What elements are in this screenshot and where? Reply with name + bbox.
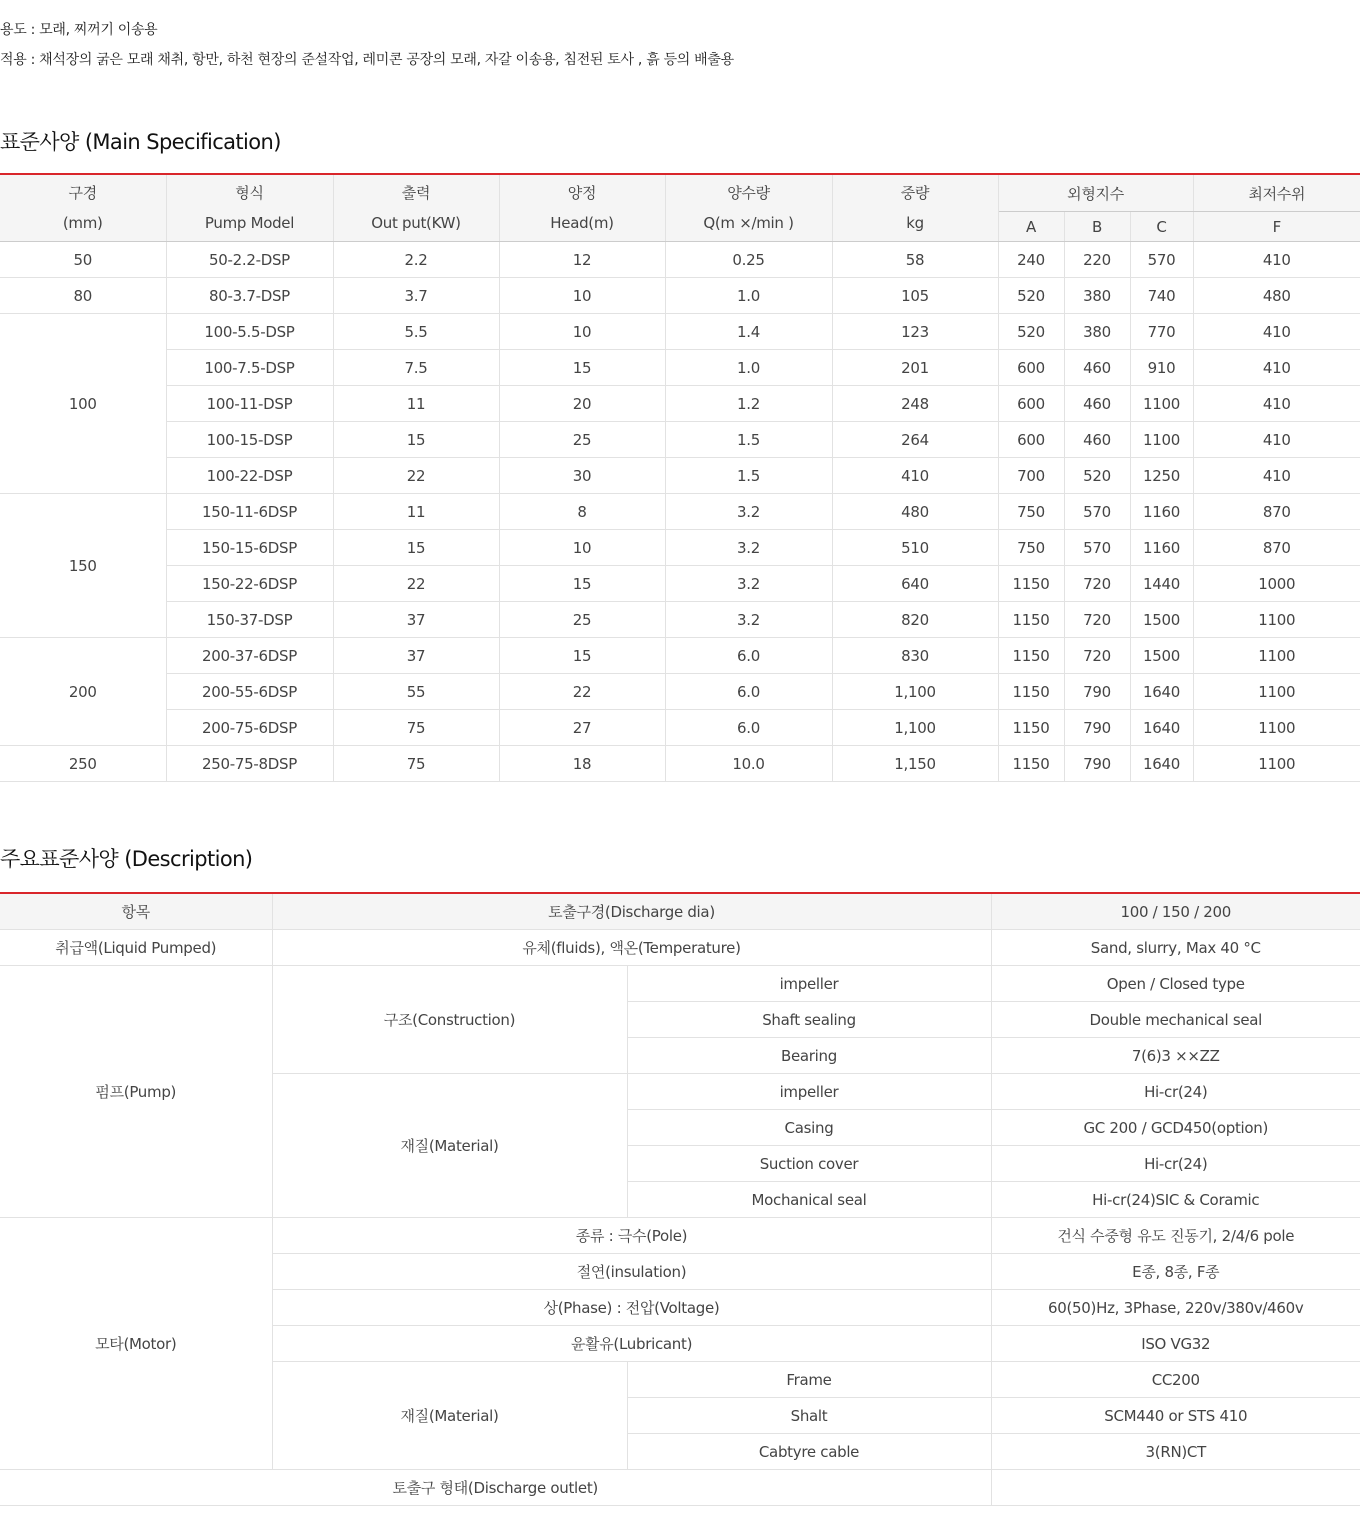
cell-model: 150-37-DSP [166,602,333,638]
table-row [0,350,1360,386]
motor-property: 절연(insulation) [272,1254,991,1290]
table-row [0,746,1360,782]
cell-flow: 3.2 [665,566,832,602]
motor-label: 모타(Motor) [0,1218,272,1470]
cell-output: 22 [333,458,499,494]
cell-model: 100-7.5-DSP [166,350,333,386]
cell-head: 12 [499,242,665,278]
cell-dim-b: 720 [1064,566,1130,602]
pump-material-value: Hi-cr(24) [991,1146,1360,1182]
table-row [0,422,1360,458]
cell-flow: 1.5 [665,458,832,494]
cell-flow: 3.2 [665,602,832,638]
application-text: 적용 : 채석장의 굵은 모래 채취, 항만, 하천 현장의 준설작업, 레미콘 공장의 모래, 자갈 이송용, 침전된 토사 , 흙 등의 배출용 [0,52,734,68]
cell-dim-a: 1150 [998,746,1064,782]
construction-item: Bearing [627,1038,991,1074]
table-row [0,710,1360,746]
cell-output: 7.5 [333,350,499,386]
header-model: 형식 Pump Model [166,174,333,242]
cell-head: 27 [499,710,665,746]
desc-header-item: 항목 [0,893,272,930]
table-row [0,530,1360,566]
motor-value: E종, 8종, F종 [991,1254,1360,1290]
cell-flow: 1.0 [665,350,832,386]
cell-dim-f: 1100 [1193,746,1360,782]
cell-dim-f: 1100 [1193,710,1360,746]
table-row [0,674,1360,710]
cell-dim-c: 1100 [1130,422,1193,458]
header-bore: 구경 (mm) [0,174,166,242]
pump-material-value: Hi-cr(24)SIC & Coramic [991,1182,1360,1218]
cell-weight: 201 [832,350,998,386]
header-weight: 중량 kg [832,174,998,242]
motor-value: 60(50)Hz, 3Phase, 220v/380v/460v [991,1290,1360,1326]
cell-dim-f: 870 [1193,494,1360,530]
cell-output: 5.5 [333,314,499,350]
motor-material-value: 3(RN)CT [991,1434,1360,1470]
cell-bore: 100 [0,314,166,494]
cell-dim-b: 720 [1064,602,1130,638]
cell-dim-a: 520 [998,314,1064,350]
header-dim-f: F [1193,212,1360,242]
cell-flow: 6.0 [665,638,832,674]
liquid-property: 유체(fluids), 액온(Temperature) [272,930,991,966]
cell-weight: 123 [832,314,998,350]
cell-dim-c: 1440 [1130,566,1193,602]
cell-model: 200-55-6DSP [166,674,333,710]
cell-model: 150-15-6DSP [166,530,333,566]
cell-weight: 264 [832,422,998,458]
cell-dim-a: 1150 [998,674,1064,710]
cell-dim-b: 460 [1064,422,1130,458]
cell-dim-f: 1100 [1193,674,1360,710]
cell-dim-f: 410 [1193,314,1360,350]
cell-weight: 248 [832,386,998,422]
cell-dim-c: 770 [1130,314,1193,350]
cell-bore: 50 [0,242,166,278]
cell-weight: 1,100 [832,674,998,710]
cell-head: 8 [499,494,665,530]
cell-dim-b: 520 [1064,458,1130,494]
usage-text: 용도 : 모래, 찌꺼기 이송용 [0,22,158,38]
cell-head: 22 [499,674,665,710]
header-dim-b: B [1064,212,1130,242]
cell-head: 10 [499,530,665,566]
table-row [0,638,1360,674]
construction-value: 7(6)3 ××ZZ [991,1038,1360,1074]
cell-flow: 3.2 [665,494,832,530]
cell-flow: 1.4 [665,314,832,350]
cell-model: 100-11-DSP [166,386,333,422]
cell-dim-b: 790 [1064,710,1130,746]
cell-head: 15 [499,566,665,602]
cell-bore: 200 [0,638,166,746]
cell-dim-b: 460 [1064,350,1130,386]
cell-model: 100-5.5-DSP [166,314,333,350]
cell-dim-b: 570 [1064,494,1130,530]
cell-head: 30 [499,458,665,494]
cell-dim-b: 570 [1064,530,1130,566]
cell-flow: 6.0 [665,710,832,746]
cell-dim-a: 1150 [998,710,1064,746]
cell-output: 11 [333,494,499,530]
cell-dim-c: 1640 [1130,746,1193,782]
liquid-label: 취급액(Liquid Pumped) [0,930,272,966]
cell-dim-c: 740 [1130,278,1193,314]
cell-flow: 6.0 [665,674,832,710]
cell-bore: 80 [0,278,166,314]
cell-output: 11 [333,386,499,422]
motor-value: 건식 수중형 유도 진동기, 2/4/6 pole [991,1218,1360,1254]
cell-dim-c: 1500 [1130,602,1193,638]
liquid-value: Sand, slurry, Max 40 °C [991,930,1360,966]
cell-dim-a: 700 [998,458,1064,494]
cell-dim-f: 410 [1193,386,1360,422]
motor-material-item: Shalt [627,1398,991,1434]
cell-output: 37 [333,602,499,638]
cell-output: 75 [333,710,499,746]
cell-model: 100-22-DSP [166,458,333,494]
desc-header-discharge: 토출구경(Discharge dia) [272,893,991,930]
header-dimensions: 외형지수 [998,174,1193,212]
cell-bore: 150 [0,494,166,638]
cell-dim-c: 1640 [1130,674,1193,710]
desc-row-outlet [0,1470,1360,1506]
table-row [0,278,1360,314]
cell-output: 15 [333,422,499,458]
outlet-label: 토출구 형태(Discharge outlet) [0,1470,991,1506]
pump-material-item: Mochanical seal [627,1182,991,1218]
cell-dim-a: 1150 [998,602,1064,638]
motor-material-label: 재질(Material) [272,1362,627,1470]
cell-dim-b: 220 [1064,242,1130,278]
cell-dim-a: 1150 [998,638,1064,674]
cell-weight: 820 [832,602,998,638]
description-title: 주요표준사양 (Description) [0,847,253,871]
outlet-value [991,1470,1360,1506]
cell-weight: 1,100 [832,710,998,746]
cell-head: 15 [499,638,665,674]
pump-material-item: impeller [627,1074,991,1110]
desc-row [0,1218,1360,1254]
table-row [0,566,1360,602]
main-spec-table [0,173,1360,782]
cell-output: 3.7 [333,278,499,314]
cell-flow: 0.25 [665,242,832,278]
cell-head: 25 [499,602,665,638]
cell-bore: 250 [0,746,166,782]
table-row [0,386,1360,422]
cell-head: 10 [499,278,665,314]
motor-material-value: CC200 [991,1362,1360,1398]
cell-model: 80-3.7-DSP [166,278,333,314]
cell-output: 55 [333,674,499,710]
cell-head: 18 [499,746,665,782]
cell-dim-a: 750 [998,494,1064,530]
cell-dim-a: 600 [998,350,1064,386]
description-table [0,892,1360,1506]
cell-output: 22 [333,566,499,602]
cell-flow: 1.2 [665,386,832,422]
motor-material-value: SCM440 or STS 410 [991,1398,1360,1434]
cell-dim-c: 1160 [1130,494,1193,530]
cell-weight: 410 [832,458,998,494]
cell-model: 250-75-8DSP [166,746,333,782]
table-row [0,242,1360,278]
cell-dim-f: 410 [1193,458,1360,494]
cell-dim-c: 570 [1130,242,1193,278]
cell-flow: 1.5 [665,422,832,458]
header-min-level: 최저수위 [1193,174,1360,212]
cell-weight: 58 [832,242,998,278]
motor-material-item: Frame [627,1362,991,1398]
cell-weight: 640 [832,566,998,602]
table-row [0,314,1360,350]
header-dim-a: A [998,212,1064,242]
cell-dim-c: 1160 [1130,530,1193,566]
cell-dim-c: 1640 [1130,710,1193,746]
cell-model: 200-75-6DSP [166,710,333,746]
table-row [0,494,1360,530]
motor-material-item: Cabtyre cable [627,1434,991,1470]
cell-dim-f: 1100 [1193,602,1360,638]
cell-model: 200-37-6DSP [166,638,333,674]
pump-material-label: 재질(Material) [272,1074,627,1218]
header-flow: 양수량 Q(m ×/min ) [665,174,832,242]
desc-row [0,966,1360,1002]
cell-dim-a: 240 [998,242,1064,278]
cell-dim-a: 600 [998,386,1064,422]
cell-output: 75 [333,746,499,782]
cell-dim-b: 790 [1064,746,1130,782]
table-row [0,458,1360,494]
cell-flow: 3.2 [665,530,832,566]
table-row [0,602,1360,638]
cell-dim-a: 750 [998,530,1064,566]
cell-head: 20 [499,386,665,422]
cell-model: 150-22-6DSP [166,566,333,602]
spec-table-body [0,242,1360,782]
cell-head: 15 [499,350,665,386]
cell-output: 37 [333,638,499,674]
pump-construction-label: 구조(Construction) [272,966,627,1074]
cell-output: 2.2 [333,242,499,278]
cell-dim-c: 1100 [1130,386,1193,422]
cell-dim-b: 720 [1064,638,1130,674]
cell-model: 50-2.2-DSP [166,242,333,278]
cell-dim-f: 870 [1193,530,1360,566]
header-output: 출력 Out put(KW) [333,174,499,242]
desc-header-sizes: 100 / 150 / 200 [991,893,1360,930]
pump-material-value: GC 200 / GCD450(option) [991,1110,1360,1146]
cell-dim-f: 1000 [1193,566,1360,602]
cell-dim-f: 410 [1193,350,1360,386]
cell-dim-b: 380 [1064,314,1130,350]
cell-dim-b: 380 [1064,278,1130,314]
cell-head: 25 [499,422,665,458]
cell-dim-b: 790 [1064,674,1130,710]
cell-weight: 1,150 [832,746,998,782]
cell-dim-b: 460 [1064,386,1130,422]
desc-row-liquid [0,930,1360,966]
construction-item: Shaft sealing [627,1002,991,1038]
cell-dim-f: 1100 [1193,638,1360,674]
header-dim-c: C [1130,212,1193,242]
cell-dim-f: 410 [1193,242,1360,278]
cell-dim-c: 910 [1130,350,1193,386]
cell-head: 10 [499,314,665,350]
pump-material-value: Hi-cr(24) [991,1074,1360,1110]
cell-dim-c: 1250 [1130,458,1193,494]
cell-flow: 10.0 [665,746,832,782]
cell-dim-f: 410 [1193,422,1360,458]
cell-dim-a: 600 [998,422,1064,458]
cell-weight: 830 [832,638,998,674]
pump-material-item: Suction cover [627,1146,991,1182]
cell-model: 150-11-6DSP [166,494,333,530]
construction-value: Double mechanical seal [991,1002,1360,1038]
cell-dim-a: 520 [998,278,1064,314]
header-head: 양정 Head(m) [499,174,665,242]
main-spec-title: 표준사양 (Main Specification) [0,130,281,154]
cell-weight: 510 [832,530,998,566]
cell-model: 100-15-DSP [166,422,333,458]
motor-property: 상(Phase) : 전압(Voltage) [272,1290,991,1326]
motor-value: ISO VG32 [991,1326,1360,1362]
construction-value: Open / Closed type [991,966,1360,1002]
cell-output: 15 [333,530,499,566]
pump-material-item: Casing [627,1110,991,1146]
construction-item: impeller [627,966,991,1002]
pump-label: 펌프(Pump) [0,966,272,1218]
motor-property: 윤활유(Lubricant) [272,1326,991,1362]
cell-weight: 105 [832,278,998,314]
motor-property: 종류 : 극수(Pole) [272,1218,991,1254]
cell-dim-f: 480 [1193,278,1360,314]
cell-weight: 480 [832,494,998,530]
cell-dim-a: 1150 [998,566,1064,602]
cell-flow: 1.0 [665,278,832,314]
cell-dim-c: 1500 [1130,638,1193,674]
